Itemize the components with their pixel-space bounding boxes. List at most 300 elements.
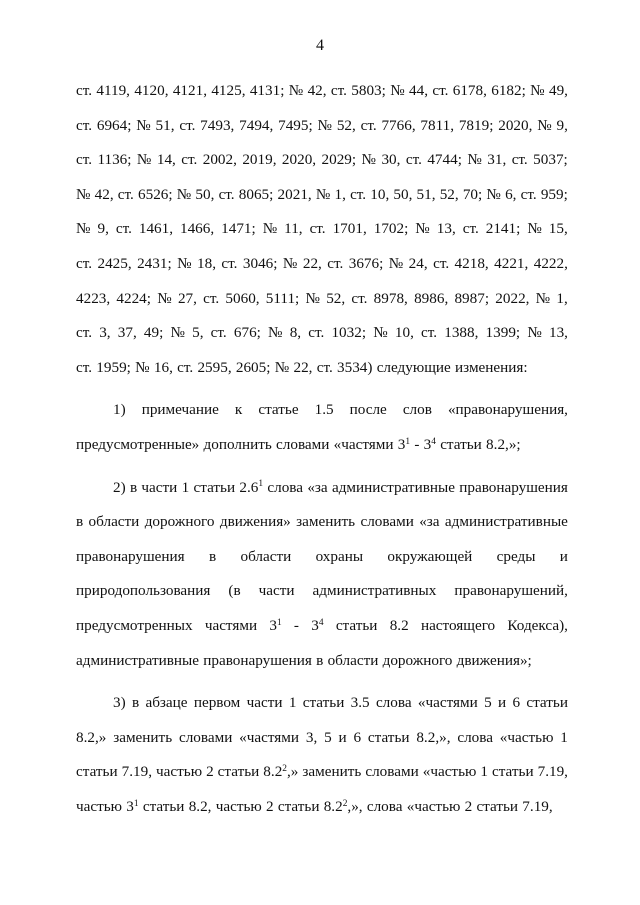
word: первом — [193, 694, 241, 712]
word: 5 — [484, 694, 492, 712]
word: 13, — [548, 324, 568, 342]
word: 2431; — [137, 254, 172, 272]
item-1-line — [76, 435, 568, 470]
word: 70; — [462, 185, 483, 203]
word: 2 — [266, 797, 274, 815]
word: в — [208, 547, 217, 565]
word: $2.6^1$ — [239, 478, 264, 496]
word: № — [136, 116, 151, 134]
word: частью — [215, 797, 262, 815]
word: 2 — [206, 763, 214, 781]
word: в — [131, 694, 140, 712]
word: 10, — [370, 185, 390, 203]
word: части — [258, 582, 295, 600]
word: абзаце — [145, 694, 188, 712]
word: и — [338, 728, 347, 746]
word: 15, — [548, 220, 568, 238]
word: ст. — [327, 254, 344, 272]
word: 7811, — [420, 116, 455, 134]
word: статьи — [302, 694, 345, 712]
paragraph-gap — [76, 685, 568, 693]
word: ст. — [117, 185, 134, 203]
item-2-line — [76, 581, 568, 616]
word: (в — [228, 582, 241, 600]
item-2-line — [76, 512, 568, 547]
word: правонарушений, — [454, 582, 568, 600]
word: 1, — [334, 185, 346, 203]
word: частью — [156, 763, 203, 781]
word: слова — [457, 728, 493, 746]
word: ст. — [316, 358, 333, 376]
word: 8986, — [414, 289, 449, 307]
word: 6178, — [452, 82, 487, 99]
word: ст. — [433, 254, 450, 272]
word: 1701, — [332, 220, 367, 238]
sources-line — [76, 289, 568, 324]
word: - — [293, 616, 299, 634]
word: области — [240, 547, 292, 565]
word: 8.2,» — [76, 728, 107, 746]
word: 1959; — [96, 358, 131, 376]
word: 4744; — [427, 151, 462, 169]
word: частями — [204, 616, 258, 634]
word: статьи — [526, 694, 568, 712]
sources-line — [76, 116, 568, 151]
item-2-line — [76, 547, 568, 582]
word: статьи — [476, 797, 519, 815]
word: 37, — [117, 324, 137, 342]
item-3-line — [76, 728, 568, 763]
word: 4125, — [211, 82, 246, 99]
word: 14, — [156, 151, 176, 169]
word: № — [390, 82, 405, 99]
sources-line — [76, 323, 568, 358]
word: «частью — [406, 797, 461, 815]
paragraph-gap — [76, 470, 568, 478]
word: 9, — [556, 116, 568, 134]
word: настоящего — [420, 616, 496, 634]
word: ст. — [462, 220, 479, 238]
word: 1.5 — [314, 401, 334, 419]
word: 31, — [487, 151, 507, 169]
word: 22, — [293, 358, 313, 376]
word: ст. — [76, 254, 93, 272]
word: № — [361, 151, 377, 169]
word: № — [530, 82, 545, 99]
word: № — [535, 289, 551, 307]
word: ст. — [76, 151, 93, 169]
word: среды — [496, 547, 536, 565]
word: 27, — [177, 289, 197, 307]
word: окружающей — [387, 547, 473, 565]
word: статьи — [440, 435, 482, 453]
word: статье — [258, 401, 299, 419]
word: правонарушения — [203, 651, 312, 669]
sources-line — [76, 219, 568, 254]
word: движения» — [219, 513, 291, 531]
word: предусмотренных — [76, 616, 193, 634]
word: 6182; — [491, 82, 526, 99]
word: 5060, — [225, 289, 260, 307]
word: - — [414, 435, 420, 453]
word: ст. — [520, 185, 537, 203]
word: 1 — [181, 478, 190, 496]
word: дорожного — [144, 513, 215, 531]
word: к — [234, 401, 243, 419]
word: 52, — [326, 289, 346, 307]
word: 3, — [305, 728, 318, 746]
word: статьи — [76, 763, 118, 781]
word: примечание — [141, 401, 219, 419]
word: 3534) — [337, 358, 373, 376]
word: 44, — [409, 82, 429, 99]
word: статьи — [491, 763, 534, 781]
item-1-line — [76, 400, 568, 435]
word: 42, — [94, 185, 114, 203]
word: статьи — [367, 728, 410, 746]
word: ст. — [309, 220, 326, 238]
word: ст. — [432, 82, 449, 99]
word: 1, — [556, 289, 568, 307]
word: правонарушения — [76, 547, 185, 565]
word: 5 — [324, 728, 332, 746]
word: 8.2 — [389, 616, 409, 634]
superscript: 1 — [133, 798, 139, 809]
word: № — [373, 324, 388, 342]
word: 1471; — [221, 220, 256, 238]
word: дорожного — [382, 651, 453, 669]
word: 3676; — [348, 254, 384, 272]
word: 4218, — [454, 254, 489, 272]
word: 51, — [416, 185, 436, 203]
word: 4131; — [249, 82, 285, 99]
word: 5, — [192, 324, 204, 342]
word: $3^1$ — [269, 616, 282, 634]
word: 1) — [113, 401, 126, 419]
item-2-line — [76, 651, 568, 686]
word: № — [527, 324, 542, 342]
word: № — [268, 324, 283, 342]
word: следующие — [376, 358, 451, 376]
word: правонарушения — [459, 478, 568, 496]
superscript: 4 — [431, 436, 436, 447]
word: 16, — [153, 358, 173, 376]
word: 49, — [548, 82, 568, 99]
word: 8065; — [238, 185, 274, 203]
word: слова — [375, 694, 412, 712]
word: № — [170, 324, 185, 342]
word: № — [262, 220, 278, 238]
word: 5037; — [533, 151, 568, 169]
word: словами — [365, 763, 419, 781]
superscript: 1 — [258, 479, 264, 490]
word: 1 — [288, 694, 297, 712]
paragraph-gap — [76, 392, 568, 400]
word: 3, — [99, 324, 111, 342]
word: Кодекса), — [507, 616, 568, 634]
word: 52, — [439, 185, 459, 203]
word: ст. — [421, 324, 438, 342]
word: ст. — [350, 185, 367, 203]
word: 4222, — [533, 254, 568, 272]
word: 6964; — [96, 116, 132, 134]
word: 1 — [560, 728, 568, 746]
word: после — [349, 401, 387, 419]
word: и — [497, 694, 507, 712]
word: 5803; — [351, 82, 386, 99]
superscript: 2 — [282, 764, 287, 775]
word: ст. — [203, 289, 220, 307]
word: статьи — [335, 616, 378, 634]
word: 24, — [408, 254, 428, 272]
word: 7495; — [278, 116, 313, 134]
word: 8.2,», — [416, 728, 451, 746]
word: слов — [402, 401, 432, 419]
word: административные — [331, 478, 455, 496]
item-3-line — [76, 762, 568, 797]
word: дополнить — [203, 435, 272, 453]
word: 18, — [197, 254, 216, 272]
word: охраны — [315, 547, 364, 565]
word: 7493, — [200, 116, 235, 134]
item-2-line — [76, 478, 568, 513]
word: $3^1$ — [397, 435, 411, 453]
word: № — [136, 151, 152, 169]
word: административные — [444, 513, 568, 531]
page-number: 4 — [316, 37, 324, 54]
word: заменить — [296, 513, 356, 531]
word: 42, — [307, 82, 327, 99]
word: 5111; — [265, 289, 300, 307]
word: «частями — [239, 728, 300, 746]
word: «за — [419, 513, 440, 531]
word: № — [527, 220, 542, 238]
word: 50, — [393, 185, 413, 203]
word: 4223, — [76, 289, 111, 307]
word: ст. — [179, 116, 196, 134]
item-3-line — [76, 797, 568, 832]
word: 6526; — [138, 185, 173, 203]
word: 2022, — [495, 289, 530, 307]
superscript: 4 — [318, 617, 324, 628]
word: в — [316, 651, 324, 669]
word: «частями — [333, 435, 394, 453]
word: ст. — [76, 116, 93, 134]
word: 6 — [512, 694, 521, 712]
word: слова — [366, 797, 403, 815]
word: 3.5 — [350, 694, 370, 712]
word: № — [176, 185, 192, 203]
word: части — [246, 694, 283, 712]
sources-line — [76, 150, 568, 185]
word: № — [486, 185, 501, 203]
word: заменить — [113, 728, 173, 746]
word: 51, — [155, 116, 175, 134]
word: 2019, — [242, 151, 277, 169]
word: «за — [307, 478, 328, 496]
word: № — [305, 289, 320, 307]
word: области — [88, 513, 140, 531]
word: 2605; — [235, 358, 271, 376]
word: частью — [76, 797, 123, 815]
word: 8978, — [373, 289, 408, 307]
word: 4224; — [116, 289, 151, 307]
word: ст. — [210, 324, 227, 342]
word: 1032; — [331, 324, 367, 342]
word: № — [537, 116, 552, 134]
word: 9, — [97, 220, 109, 238]
word: 8, — [289, 324, 302, 342]
word: 2425, — [97, 254, 132, 272]
word: ст. — [76, 82, 93, 99]
superscript: 1 — [276, 617, 282, 628]
word: 30, — [381, 151, 401, 169]
word: 22, — [302, 254, 322, 272]
sources-line — [76, 185, 568, 220]
sources-line — [76, 81, 568, 116]
word: ст. — [405, 151, 422, 169]
word: № — [177, 254, 192, 272]
word: 2) — [113, 478, 126, 496]
word: 2029; — [321, 151, 357, 169]
word: 7.19, — [537, 763, 568, 781]
word: 8.2,»; — [486, 435, 521, 453]
word: статьи — [277, 797, 320, 815]
word: области — [327, 651, 379, 669]
word: $3^4$ — [423, 435, 436, 453]
word: изменения: — [455, 358, 528, 376]
word: 3) — [113, 694, 126, 712]
word: 1136; — [97, 151, 132, 169]
word: № — [415, 220, 430, 238]
word: $3^1$ — [126, 797, 139, 815]
word: заменить — [302, 763, 362, 781]
sources-line — [76, 358, 568, 393]
word: 1 — [480, 763, 488, 781]
word: 50, — [195, 185, 215, 203]
document-body — [76, 81, 568, 831]
word: ст. — [360, 116, 377, 134]
word: 6 — [353, 728, 362, 746]
word: 1461, — [138, 220, 174, 238]
word: № — [135, 358, 150, 376]
word: 2002, — [202, 151, 237, 169]
word: 8987; — [454, 289, 490, 307]
word: 2020, — [498, 116, 533, 134]
word: статьи — [217, 763, 260, 781]
word: «правонарушения, — [447, 401, 568, 419]
word: № — [282, 254, 298, 272]
word: ст. — [308, 324, 325, 342]
word: № — [274, 358, 290, 376]
word: № — [467, 151, 482, 169]
word: 52, — [336, 116, 356, 134]
word: № — [76, 220, 91, 238]
word: 4119, — [96, 82, 130, 99]
word: ст. — [181, 151, 198, 169]
word: ст. — [218, 185, 235, 203]
word: № — [288, 82, 304, 99]
word: в — [129, 478, 138, 496]
word: 7766, — [381, 116, 416, 134]
word: движения»; — [456, 651, 532, 669]
word: № — [317, 116, 333, 134]
word: ст. — [115, 220, 132, 238]
word: словами — [276, 435, 330, 453]
word: и — [559, 547, 568, 565]
word: 7819; — [458, 116, 494, 134]
word: 1466, — [179, 220, 215, 238]
superscript: 2 — [342, 798, 348, 809]
word: природопользования — [76, 582, 211, 600]
word: 1399; — [485, 324, 521, 342]
word: «частями — [417, 694, 478, 712]
word: ст. — [76, 358, 93, 376]
word: 4221, — [494, 254, 529, 272]
word: слова — [267, 478, 304, 496]
word: 1388, — [444, 324, 479, 342]
word: ст. — [177, 358, 194, 376]
word: ст. — [511, 151, 528, 169]
word: административные — [76, 651, 199, 669]
word: «частью — [422, 763, 477, 781]
word: 1702; — [373, 220, 409, 238]
word: 13, — [436, 220, 456, 238]
word: 10, — [394, 324, 414, 342]
word: 2020, — [281, 151, 317, 169]
word: 676; — [233, 324, 261, 342]
word: 4120, — [134, 82, 169, 99]
word: № — [157, 289, 172, 307]
word: ст. — [351, 289, 368, 307]
item-2-line — [76, 616, 568, 651]
word: ст. — [221, 254, 238, 272]
sources-line — [76, 254, 568, 289]
word: 4121, — [172, 82, 207, 99]
word: статьи — [193, 478, 236, 496]
word: словами — [178, 728, 233, 746]
word: части — [141, 478, 178, 496]
word: № — [315, 185, 331, 203]
word: $8.2^2$,», — [323, 797, 363, 815]
word: 2141; — [485, 220, 521, 238]
word: 11, — [284, 220, 303, 238]
word: 959; — [540, 185, 568, 203]
word: 7494, — [239, 116, 274, 134]
word: 2 — [464, 797, 473, 815]
word: статьи — [142, 797, 185, 815]
word: словами — [360, 513, 414, 531]
word: 7.19, — [121, 763, 152, 781]
word: 8.2, — [188, 797, 212, 815]
word: $8.2^2$,» — [263, 763, 299, 781]
word: 2595, — [197, 358, 232, 376]
word: 6, — [505, 185, 517, 203]
word: № — [388, 254, 404, 272]
superscript: 1 — [405, 436, 411, 447]
word: в — [76, 513, 84, 531]
item-3-line — [76, 693, 568, 728]
word: 2021, — [277, 185, 312, 203]
word: ст. — [76, 324, 93, 342]
word: административных — [312, 582, 437, 600]
word: $3^4$ — [311, 616, 324, 634]
word: № — [76, 185, 91, 203]
word: «частью — [499, 728, 554, 746]
word: 3046; — [242, 254, 278, 272]
word: предусмотренные» — [76, 435, 200, 453]
word: 49; — [143, 324, 164, 342]
